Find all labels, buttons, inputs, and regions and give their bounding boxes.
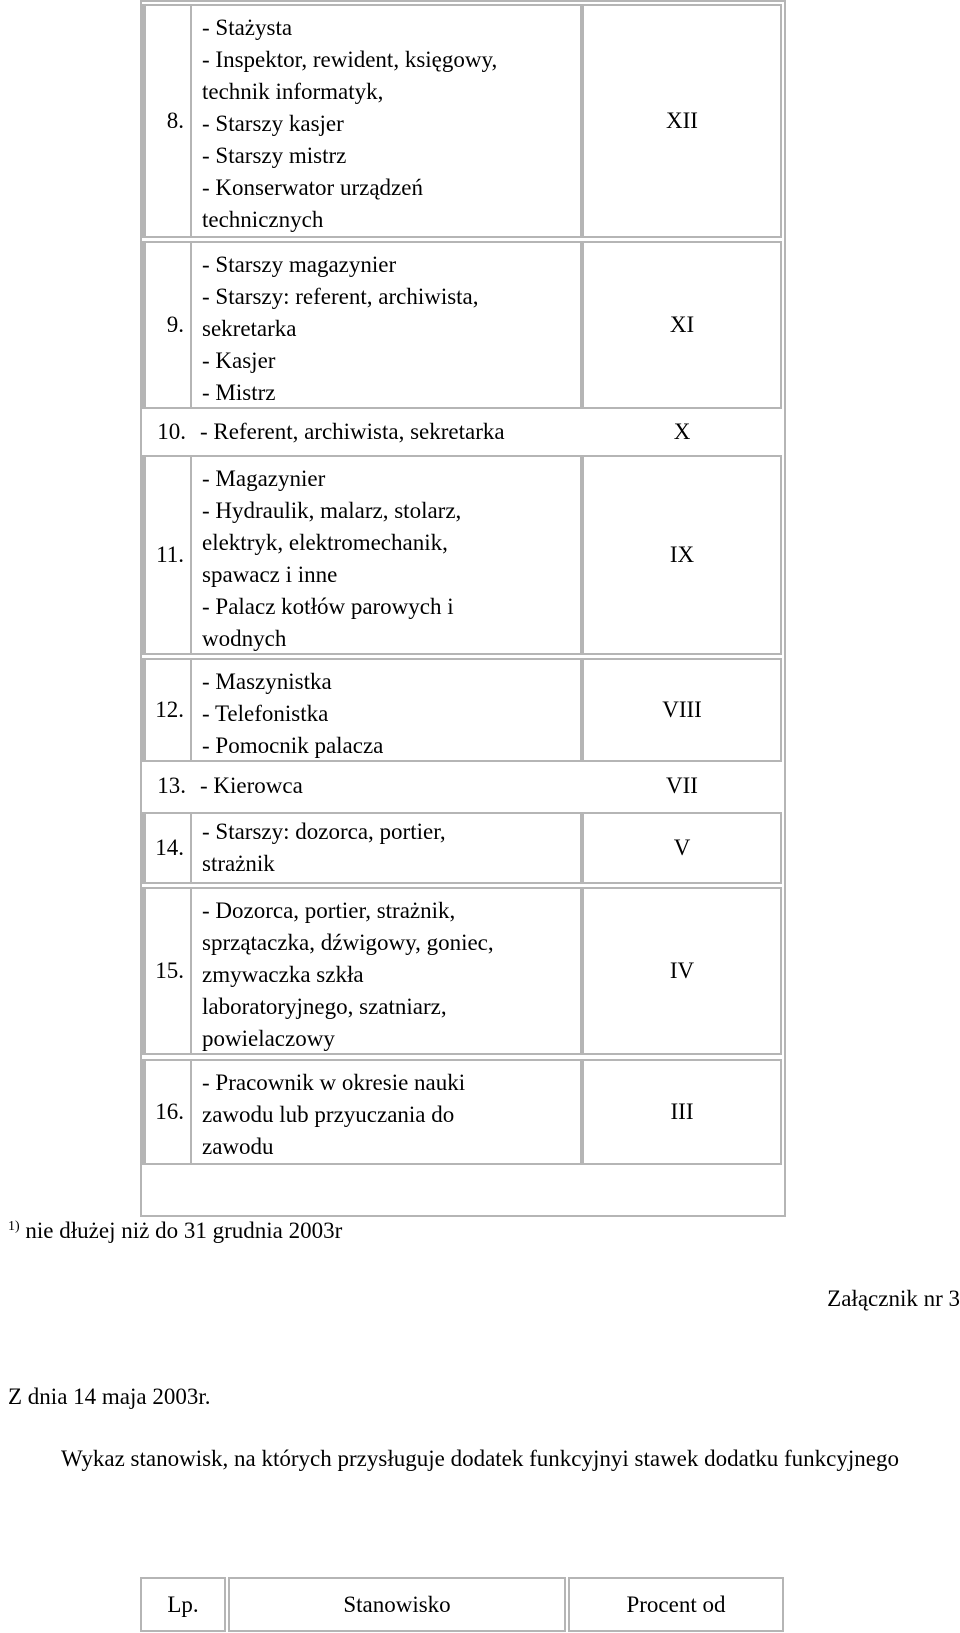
grade-cell: V <box>582 812 782 884</box>
grade-cell: XII <box>582 4 782 238</box>
table-row <box>0 766 960 806</box>
header-stanowisko-label: Stanowisko <box>343 1591 451 1617</box>
row-number: 9. <box>144 241 192 409</box>
table-row <box>0 4 960 238</box>
row-number: 10. <box>157 419 186 444</box>
position-description: - Magazynier - Hydraulik, malarz, stolarz, elektryk, elektromechanik, spawacz i inne - Palacz kotłów parowych i wodnych <box>142 455 582 655</box>
table-row <box>0 241 960 409</box>
table-header-procent <box>568 1577 784 1632</box>
grade-cell: IV <box>582 887 782 1055</box>
grade-cell: IX <box>582 455 782 655</box>
row-number: 11. <box>144 455 192 655</box>
footnote <box>8 1215 342 1247</box>
table-header-lp <box>140 1577 226 1632</box>
document-heading: Wykaz stanowisk, na których przysługuje dodatek funkcyjnyi stawek dodatku funkcyjnego <box>61 1446 899 1471</box>
position-description: - Referent, archiwista, sekretarka <box>200 419 505 444</box>
grade-cell: VII <box>666 773 698 798</box>
row-number: 13. <box>157 773 186 798</box>
grade-cell: X <box>673 419 691 444</box>
row-number: 8. <box>144 4 192 238</box>
row-number: 12. <box>144 658 192 762</box>
grade-cell: III <box>582 1059 782 1165</box>
table-row <box>0 658 960 762</box>
table-row <box>0 887 960 1055</box>
position-description: - Kierowca <box>200 773 303 798</box>
annex-label: Załącznik nr 3 <box>827 1286 960 1311</box>
grade-cell: XI <box>582 241 782 409</box>
document-date: Z dnia 14 maja 2003r. <box>8 1384 211 1409</box>
position-description: - Pracownik w okresie nauki zawodu lub przyuczania do zawodu <box>142 1059 582 1165</box>
table-header-stanowisko <box>228 1577 566 1632</box>
row-number: 15. <box>144 887 192 1055</box>
row-number: 16. <box>144 1059 192 1165</box>
position-description: - Starszy magazynier - Starszy: referent, archiwista, sekretarka - Kasjer - Mistrz <box>142 241 582 409</box>
table-row <box>0 412 960 452</box>
footnote-text: nie dłużej niż do 31 grudnia 2003r <box>25 1218 343 1243</box>
header-procent-label: Procent od <box>626 1591 726 1617</box>
position-description: - Maszynistka - Telefonistka - Pomocnik palacza <box>142 658 582 762</box>
row-number: 14. <box>144 812 192 884</box>
table-row <box>0 812 960 884</box>
header-lp-label: Lp. <box>167 1591 199 1617</box>
table-row <box>0 455 960 655</box>
footnote-mark: 1) <box>8 1219 20 1234</box>
grade-cell: VIII <box>582 658 782 762</box>
position-description: - Stażysta - Inspektor, rewident, księgowy, technik informatyk, - Starszy kasjer - Starszy mistrz - Konserwator urządzeń technicznych <box>142 4 582 238</box>
position-description: - Dozorca, portier, strażnik, sprzątaczka, dźwigowy, goniec, zmywaczka szkła laboratoryjnego, szatniarz, powielaczowy <box>142 887 582 1055</box>
table-row <box>0 1059 960 1165</box>
position-description: - Starszy: dozorca, portier, strażnik <box>142 812 582 884</box>
